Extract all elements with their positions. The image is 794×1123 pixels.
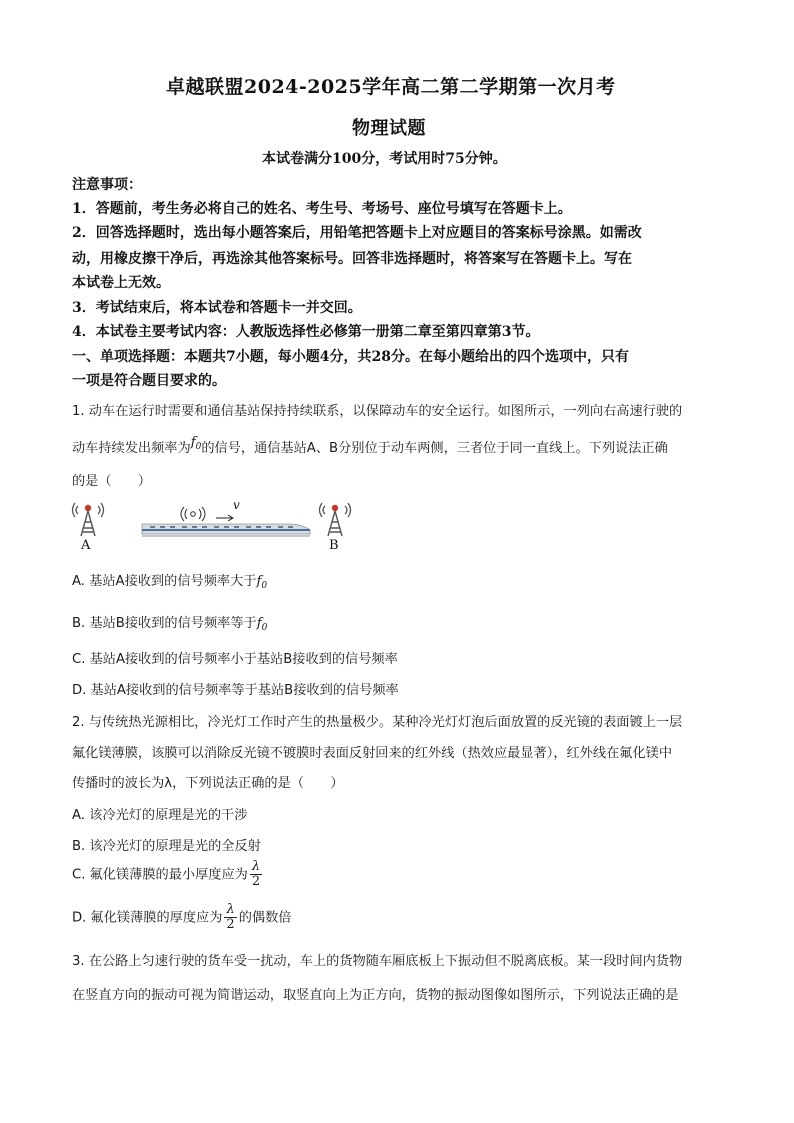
f0-symbol — [191, 435, 202, 450]
q2-option-c-text: C. 氟化镁薄膜的最小厚度应为 — [72, 867, 248, 883]
q2-line2: 氟化镁薄膜，该膜可以消除反光镜不镀膜时表面反射回来的红外线（热效应最显著），红外线在氟化镁中 — [72, 746, 673, 761]
f0-subscript: 0 — [195, 442, 202, 452]
q1-option-a-text: A. 基站A接收到的信号频率大于 — [72, 574, 257, 589]
tower-a-icon — [73, 503, 104, 536]
q2-option-b: B. 该冷光灯的原理是光的全反射 — [72, 839, 261, 854]
lambda-over-2-fraction — [224, 903, 236, 932]
q2-option-d-text-b: 的偶数倍 — [238, 910, 292, 926]
q1-line3: 的是（ ） — [72, 474, 152, 489]
f-symbol: f — [256, 616, 262, 631]
f-symbol: f — [190, 435, 196, 450]
notice-item-2-line2: 动，用橡皮擦干净后，再选涂其他答案标号。回答非选择题时，将答案写在答题卡上。写在 — [72, 251, 632, 267]
q1-line2-text-b: 的信号，通信基站A、B分别位于动车两侧，三者位于同一直线上。下列说法正确 — [201, 441, 668, 456]
notice-item-2-line1: 2．回答选择题时，选出每小题答案后，用铅笔把答题卡上对应题目的答案标号涂黑。如需改 — [72, 225, 642, 241]
q1-option-a — [72, 570, 267, 591]
fig-label-v: v — [233, 498, 240, 512]
q1-option-b-f0 — [257, 616, 268, 631]
fig-label-a: A — [81, 538, 91, 553]
f0-subscript: 0 — [261, 581, 268, 591]
q3-line2: 在竖直方向的振动可视为简谐运动，取竖直向上为正方向，货物的振动图像如图所示，下列说法正确的是 — [72, 988, 679, 1003]
f0-subscript: 0 — [261, 623, 268, 633]
q2-line1: 2. 与传统热光源相比，冷光灯工作时产生的热量极少。某种冷光灯灯泡后面放置的反光镜的表面镀上一层 — [72, 715, 683, 730]
notice-item-1: 1．答题前，考生务必将自己的姓名、考生号、考场号、座位号填写在答题卡上。 — [72, 201, 572, 217]
q1-line1: 1. 动车在运行时需要和通信基站保持持续联系，以保障动车的安全运行。如图所示，一列向右高速行驶的 — [72, 404, 683, 419]
q1-option-b-text: B. 基站B接收到的信号频率等于 — [72, 616, 257, 631]
q2-option-a: A. 该冷光灯的原理是光的干涉 — [72, 808, 248, 823]
lambda-over-2-fraction — [250, 860, 262, 889]
f-symbol: f — [256, 574, 262, 589]
q1-line2 — [72, 437, 668, 458]
q1-figure — [70, 498, 370, 558]
q2-option-d-text-a: D. 氟化镁薄膜的厚度应为 — [72, 910, 223, 926]
section-1-heading-line1: 一、单项选择题：本题共7小题，每小题4分，共28分。在每小题给出的四个选项中，只有 — [72, 349, 629, 365]
q1-option-c: C. 基站A接收到的信号频率小于基站B接收到的信号频率 — [72, 652, 398, 667]
fraction-denominator: 2 — [251, 874, 261, 889]
exam-note: 本试卷满分100分，考试用时75分钟。 — [262, 151, 507, 167]
train-base-station-diagram — [70, 498, 370, 558]
tower-b-icon — [320, 503, 351, 536]
q2-option-d — [72, 903, 291, 932]
notice-item-3: 3．考试结束后，将本试卷和答题卡一并交回。 — [72, 300, 362, 316]
signal-icon — [181, 507, 205, 521]
notice-item-4: 4．本试卷主要考试内容：人教版选择性必修第一册第二章至第四章第3节。 — [72, 324, 540, 340]
fraction-numerator: λ — [250, 860, 262, 875]
q2-line3: 传播时的波长为λ，下列说法正确的是（ ） — [72, 776, 344, 791]
velocity-arrow-icon — [216, 515, 233, 521]
fraction-numerator: λ — [224, 903, 236, 918]
fraction-denominator: 2 — [226, 917, 235, 932]
section-1-heading-line2: 一项是符合题目要求的。 — [72, 373, 226, 389]
notice-heading: 注意事项： — [72, 177, 142, 193]
notice-item-2-line3: 本试卷上无效。 — [72, 275, 170, 291]
exam-subtitle: 物理试题 — [352, 118, 426, 139]
q1-option-d: D. 基站A接收到的信号频率等于基站B接收到的信号频率 — [72, 683, 399, 698]
q3-line1: 3. 在公路上匀速行驶的货车受一扰动，车上的货物随车厢底板上下振动但不脱离底板。某一段时间内货物 — [72, 954, 683, 969]
q1-line2-text-a: 动车持续发出频率为 — [72, 441, 191, 456]
q1-option-b — [72, 612, 267, 633]
train-icon — [142, 524, 310, 536]
exam-title: 卓越联盟2024-2025学年高二第二学期第一次月考 — [166, 76, 616, 98]
fig-label-b: B — [329, 538, 339, 553]
q2-option-c — [72, 860, 264, 889]
q1-option-a-f0 — [256, 574, 267, 589]
